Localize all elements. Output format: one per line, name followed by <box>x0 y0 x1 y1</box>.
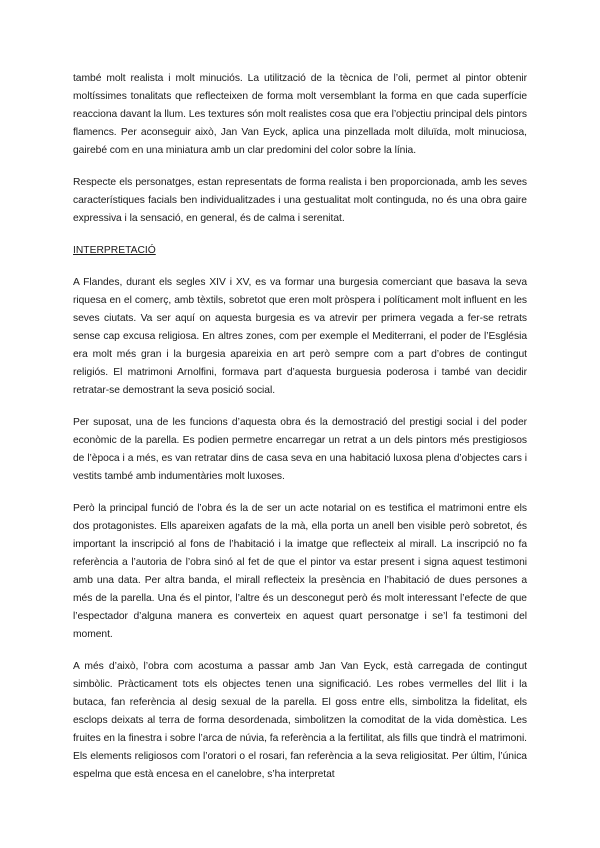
paragraph-acte-notarial: Però la principal funció de l’obra és la de ser un acte notarial on es testifica el matrimoni entre els dos protagonistes. Ells apareixen agafats de la mà, ella porta un anell ben visible però sobretot, és important la inscripció al fons de l’habitació i la imatge que reflecteix al mirall. La inscripció no fa referència a l’autoria de l’obra sinó al fet de que el pintor va estar present i signa aquest testimoni amb una data. Per altra banda, el mirall reflecteix la presència en l’habitació de dues persones a més de la parella. Una és el pintor, l’altre és un desconegut però és molt interessant l’efecte de que l’espectador d’alguna manera es converteix en aquest quart personatge i se’l fa testimoni del moment. <box>73 503 527 640</box>
section-heading-interpretacio: INTERPRETACIÓ <box>73 245 156 256</box>
paragraph-simbolic: A més d’això, l’obra com acostuma a passar amb Jan Van Eyck, està carregada de contingut simbòlic. Pràcticament tots els objectes tenen una significació. Les robes vermelles del llit i la butaca, fan referència al desig sexual de la parella. El goss entre ells, simbolitza la fidelitat, els esclops deixats al terra de forma desordenada, simbolitzen la comoditat de la vida domèstica. Les fruites en la finestra i sobre l’arca de núvia, fa referència a la fertilitat, als fills que tindrà el matrimoni. Els elements religiosos com l’oratori o el rosari, fan referència a la seva religiositat. Per últim, l’única espelma que està encesa en el canelobre, s’ha interpretat <box>73 661 527 780</box>
paragraph-prestigi: Per suposat, una de les funcions d’aquesta obra és la demostració del prestigi social i del poder econòmic de la parella. Es podien permetre encarregar un retrat a un dels pintors més prestigiosos de l’època i a més, es van retratar dins de casa seva en una habitació luxosa plena d’objectes cars i vestits també amb indumentàries molt luxoses. <box>73 417 527 482</box>
paragraph-flandes: A Flandes, durant els segles XIV i XV, es va formar una burgesia comerciant que basava la seva riquesa en el comerç, amb tèxtils, sobretot que eren molt pròspera i políticament molt influent en les seves ciutats. Va ser aquí on aquesta burgesia es va atrevir per primera vegada a fer-se retrats sense cap excusa religiosa. En altres zones, com per exemple el Mediterrani, el poder de l’Església era molt més gran i la burgesia apareixia en art però sempre com a part d’obres de contingut religiós. El matrimoni Arnolfini, formava part d’aquesta burguesia poderosa i també van decidir retratar-se demostrant la seva posició social. <box>73 277 527 396</box>
paragraph-characters: Respecte els personatges, estan representats de forma realista i ben proporcionada, amb les seves característiques facials ben individualitzades i una gestualitat molt continguda, no és una obra gaire expressiva i la sensació, en general, és de calma i serenitat. <box>73 177 527 224</box>
document-body <box>73 70 527 798</box>
paragraph-technique: també molt realista i molt minuciós. La utilització de la tècnica de l’oli, permet al pintor obtenir moltíssimes tonalitats que reflecteixen de forma molt versemblant la forma en que cada superfície reacciona davant la llum. Les textures són molt realistes cosa que era l’objectiu principal dels pintors flamencs. Per aconseguir això, Jan Van Eyck, aplica una pinzellada molt diluïda, molt minuciosa, gairebé com en una miniatura amb un clar predomini del color sobre la línia. <box>73 73 527 156</box>
